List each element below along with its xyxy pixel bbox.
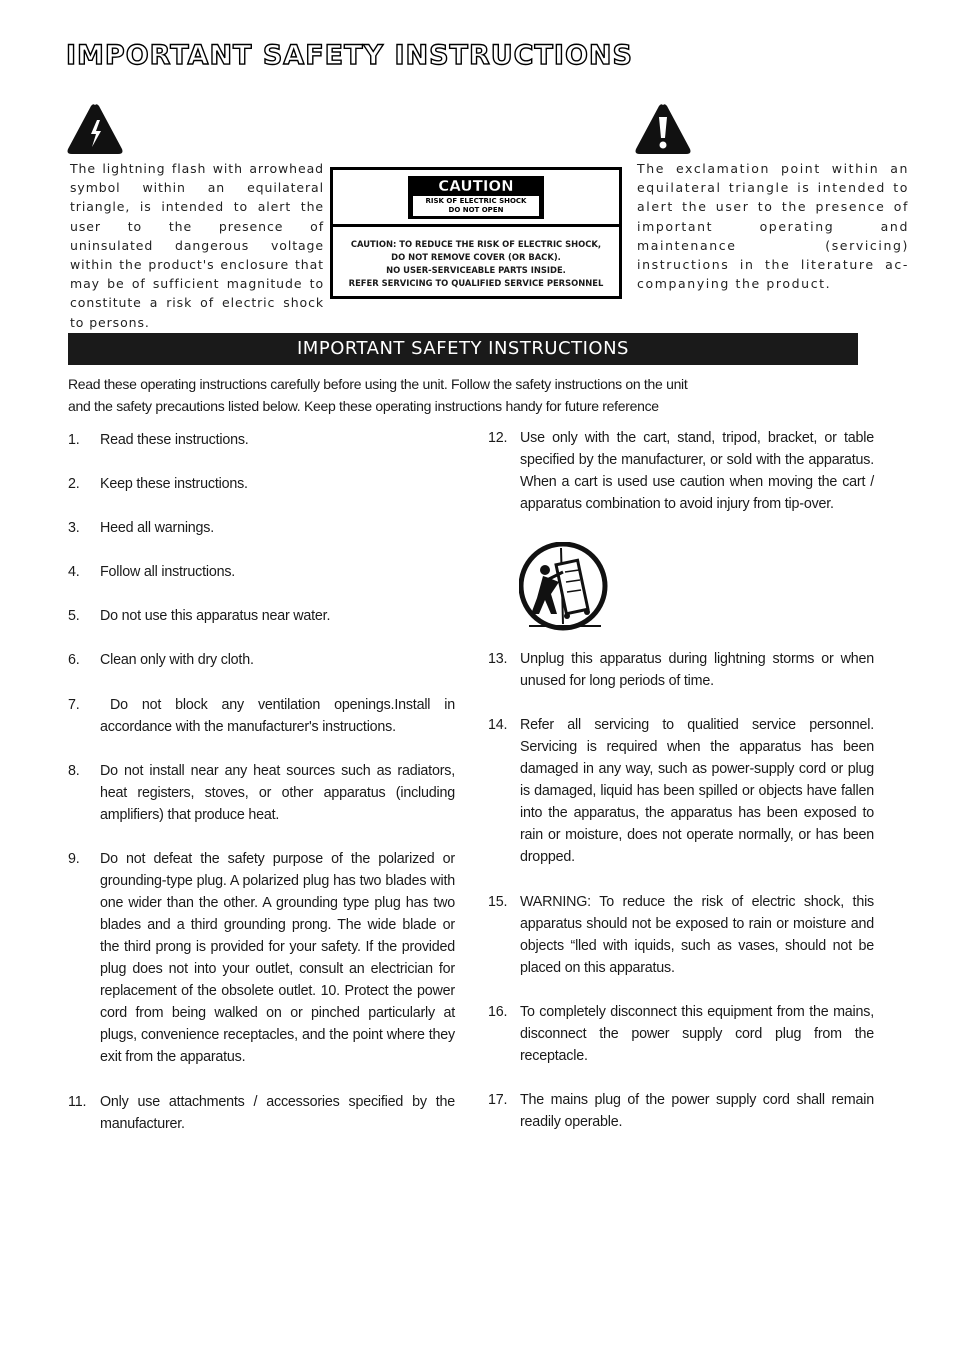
caution-subtext	[413, 196, 539, 216]
item-text: Unplug this apparatus during lightning storms or when unused for long periods of time.	[520, 651, 874, 689]
lightning-warning-icon	[66, 103, 124, 155]
caution-notice-line: CAUTION: TO REDUCE THE RISK OF ELECTRIC SHOCK,	[350, 239, 602, 249]
item-number: 9.	[68, 851, 80, 867]
item-number: 12.	[488, 430, 508, 446]
item-text: Heed all warnings.	[100, 520, 215, 536]
section-banner: IMPORTANT SAFETY INSTRUCTIONS	[68, 333, 858, 365]
item-text: Only use attachments / accessories specified by the manufacturer.	[100, 1094, 455, 1132]
caution-sub-line: DO NOT OPEN	[448, 206, 504, 214]
item-text: Use only with the cart, stand, tripod, bracket, or table specified by the manufacturer, or sold with the apparatus. When a cart is used use caution when moving the cart / apparatus combination to avoid injury from tip-over.	[520, 430, 874, 512]
lightning-symbol-description: The lightning flash with arrowhead symbol within an equilateral triangle, is intended to alert the user to the presence of uninsulated dangerous voltage within the product's enclosure that may be of sufficient magnitude to constitute a risk of electric shock to persons.	[70, 161, 324, 330]
item-text: Do not defeat the safety purpose of the polarized or grounding-type plug. A polarized plug has two blades with one wider than the other. A grounding type plug has two blades and a third grounding prong. The wide blade or the third prong is provided for your safety. If the provided plug does not into your outlet, consult an electrician for replacement of the obsolete outlet. 10. Protect the power cord from being walked on or pinched particularly at plugs, convenience receptacles, and the point where they exit from the apparatus.	[100, 851, 455, 1065]
item-number: 3.	[68, 520, 80, 536]
item-number: 17.	[488, 1092, 508, 1108]
item-number: 15.	[488, 894, 508, 910]
item-number: 5.	[68, 608, 80, 624]
item-text: WARNING: To reduce the risk of electric shock, this apparatus should not be exposed to rain or moisture and objects “lled with iquids, such as vases, should not be placed on this apparatus.	[520, 894, 874, 976]
caution-notice-line: NO USER-SERVICEABLE PARTS INSIDE.	[386, 265, 566, 275]
item-number: 11.	[68, 1094, 87, 1110]
caution-notice-line: REFER SERVICING TO QUALIFIED SERVICE PERSONNEL	[348, 278, 604, 288]
caution-label-box	[330, 167, 622, 299]
exclamation-warning-icon	[634, 103, 692, 155]
intro-line: Read these operating instructions carefully before using the unit. Follow the safety instructions on the unit	[68, 376, 688, 392]
item-number: 13.	[488, 651, 508, 667]
intro-paragraph	[68, 373, 788, 417]
item-text: Do not block any ventilation openings.Install in accordance with the manufacturer's instructions.	[100, 697, 455, 735]
item-text: The mains plug of the power supply cord shall remain readily operable.	[520, 1092, 874, 1130]
item-text: Follow all instructions.	[100, 564, 236, 580]
item-text: Refer all servicing to qualitied service personnel. Servicing is required when the apparatus has been damaged in any way, such as power-supply cord or plug is damaged, liquid has been spilled or objects have fallen into the apparatus, the apparatus has been exposed to rain or moisture, does not operate normally, or has been dropped.	[520, 717, 874, 865]
item-number: 7.	[68, 697, 80, 713]
caution-notice	[333, 227, 619, 290]
caution-word: CAUTION	[438, 177, 514, 195]
item-number: 8.	[68, 763, 80, 779]
item-number: 4.	[68, 564, 80, 580]
item-number: 6.	[68, 652, 80, 668]
item-number: 16.	[488, 1004, 508, 1020]
item-number: 1.	[68, 432, 80, 448]
caution-sub-line: RISK OF ELECTRIC SHOCK	[425, 197, 527, 205]
item-text: Clean only with dry cloth.	[100, 652, 254, 668]
caution-badge	[408, 176, 544, 219]
page-title: IMPORTANT SAFETY INSTRUCTIONS	[66, 40, 633, 71]
item-text: To completely disconnect this equipment from the mains, disconnect the power supply cord plug from the receptacle.	[520, 1004, 874, 1064]
exclamation-symbol-description: The exclamation point within an equilateral triangle is intended to alert the user to the presence of important operating and maintenance (servicing) instructions in the literature ac-companying the product.	[637, 161, 909, 292]
item-number: 2.	[68, 476, 80, 492]
intro-line: and the safety precautions listed below. Keep these operating instructions handy for future reference	[68, 398, 659, 414]
item-text: Do not use this apparatus near water.	[100, 608, 331, 624]
caution-notice-line: DO NOT REMOVE COVER (OR BACK).	[391, 252, 561, 262]
item-text: Keep these instructions.	[100, 476, 248, 492]
item-text: Do not install near any heat sources such as radiators, heat registers, stoves, or other apparatus (including amplifiers) that produce heat.	[100, 763, 455, 823]
item-number: 14.	[488, 717, 508, 733]
item-text: Read these instructions.	[100, 432, 249, 448]
cart-warning-icon	[519, 542, 611, 637]
